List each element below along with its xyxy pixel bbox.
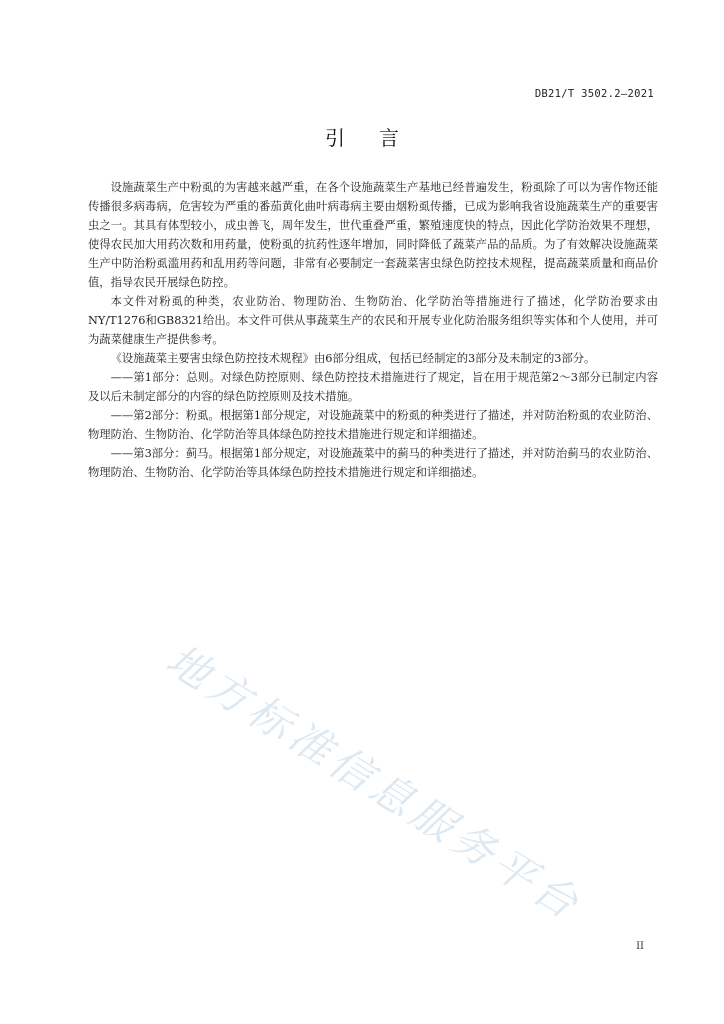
paragraph: ——第1部分：总则。对绿色防控原则、绿色防控技术措施进行了规定，旨在用于规范第2～3部分已制定内容及以后未制定部分的内容的绿色防控原则及技术措施。 xyxy=(88,371,658,403)
document-body xyxy=(88,178,658,482)
paragraph: ——第2部分：粉虱。根据第1部分规定，对设施蔬菜中的粉虱的种类进行了描述，并对防治粉虱的农业防治、物理防治、生物防治、化学防治等具体绿色防控技术措施进行规定和详细描述。 xyxy=(88,409,658,441)
paragraph: 本文件对粉虱的种类，农业防治、物理防治、生物防治、化学防治等措施进行了描述，化学防治要求由NY/T1276和GB8321给出。本文件可供从事蔬菜生产的农民和开展专业化防治服务组织等实体和个人使用，并可为蔬菜健康生产提供参考。 xyxy=(88,295,658,346)
document-code: DB21/T 3502.2—2021 xyxy=(534,88,654,100)
section-title: 引言 xyxy=(325,126,433,150)
paragraph: ——第3部分：蓟马。根据第1部分规定，对设施蔬菜中的蓟马的种类进行了描述，并对防治蓟马的农业防治、物理防治、生物防治、化学防治等具体绿色防控技术措施进行规定和详细描述。 xyxy=(88,447,658,479)
paragraph: 《设施蔬菜主要害虫绿色防控技术规程》由6部分组成，包括已经制定的3部分及未制定的3部分。 xyxy=(110,352,596,365)
page-number: II xyxy=(636,941,644,952)
paragraph: 设施蔬菜生产中粉虱的为害越来越严重，在各个设施蔬菜生产基地已经普遍发生，粉虱除了可以为害作物还能传播很多病毒病，危害较为严重的番茄黄化曲叶病毒病主要由烟粉虱传播，已成为影响我省设施蔬菜生产的重要害虫之一。其具有体型较小，成虫善飞，周年发生，世代重叠严重，繁殖速度快的特点，因此化学防治效果不理想，使得农民加大用药次数和用药量，使粉虱的抗药性逐年增加，同时降低了蔬菜产品的品质。为了有效解决设施蔬菜生产中防治粉虱滥用药和乱用药等问题，非常有必要制定一套蔬菜害虫绿色防控技术规程，提高蔬菜质量和商品价值，指导农民开展绿色防控。 xyxy=(88,181,658,289)
watermark: 地方标准信息服务平台 xyxy=(157,634,591,931)
